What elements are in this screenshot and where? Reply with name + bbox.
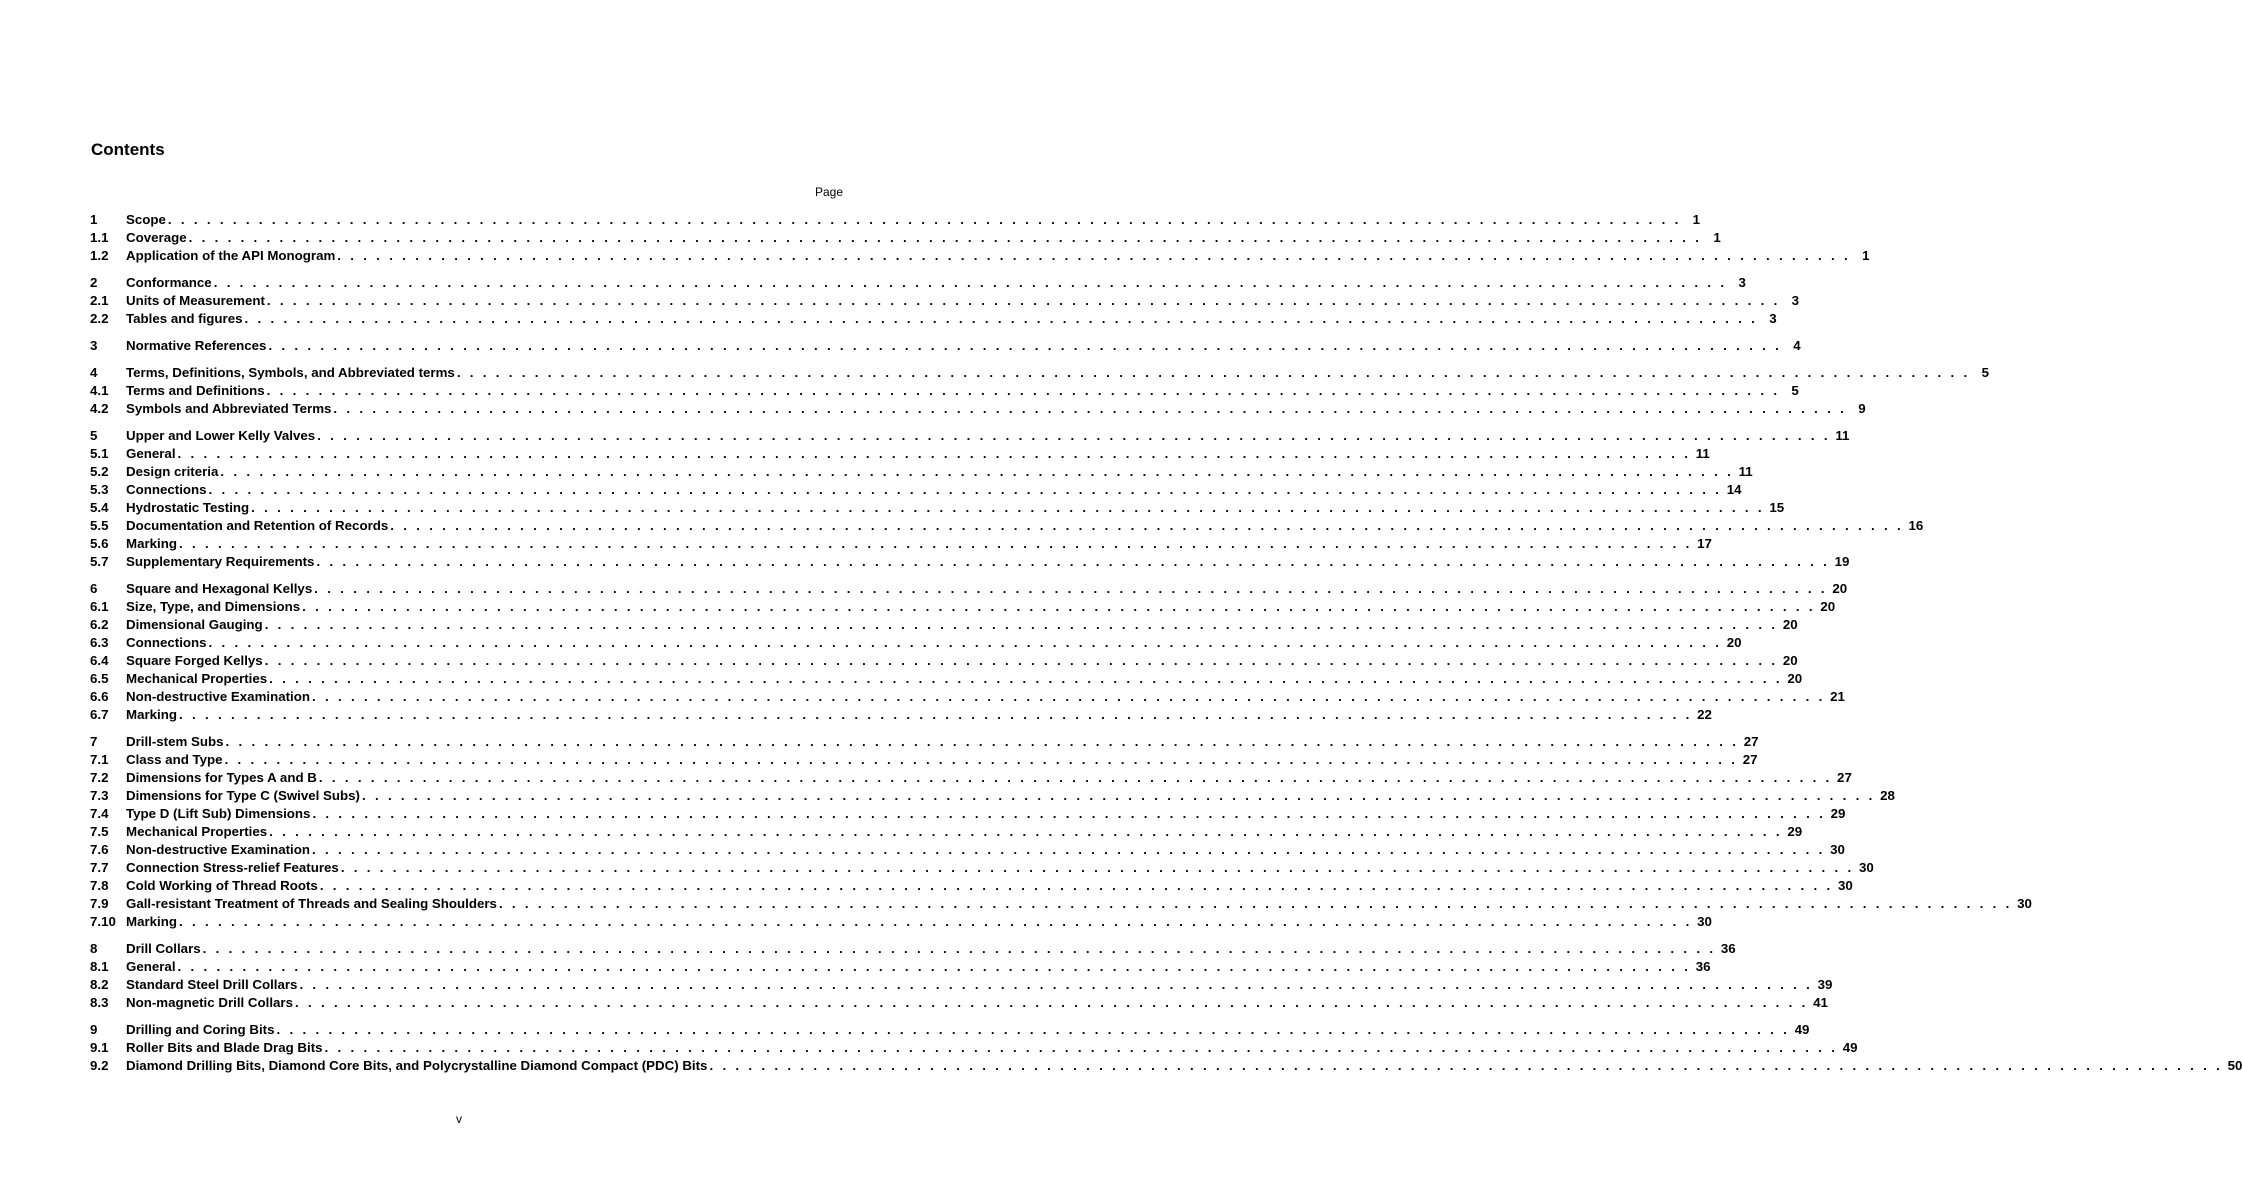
toc-entry-page: 3: [1791, 293, 1800, 308]
toc-entry-page: 1: [1862, 248, 1870, 263]
toc-section-group: [90, 428, 1924, 572]
toc-section-group: [90, 275, 1800, 329]
toc-entry[interactable]: [90, 896, 2032, 914]
toc-entry[interactable]: [90, 914, 1712, 932]
toc-entry-page: 3: [1738, 275, 1746, 290]
toc-leader-dots: . . . . . . . . . . . . . . . . . . . . . . . . . . . . . . . . . . . . . . . . . . . . . . . . . . . . . . . . . . . . . . . . . . . . . . . . . . . . . . . . . . . . . . . . . . . . . . . . . . . . . . . . . . . . . . . . . . . . .: [333, 401, 1847, 416]
toc-entry-title: Mechanical Properties: [126, 671, 268, 686]
toc-entry-number: 2: [90, 275, 98, 290]
toc-entry[interactable]: [90, 599, 1836, 617]
toc-entry[interactable]: [90, 1040, 1858, 1058]
toc-entry-number: 9.1: [90, 1040, 109, 1055]
toc-entry-title: Drill-stem Subs: [126, 734, 224, 749]
toc-entry-title: Class and Type: [126, 752, 223, 767]
toc-entry-number: 9: [90, 1022, 98, 1037]
toc-entry-number: 6.4: [90, 653, 109, 668]
toc-entry[interactable]: [90, 383, 1799, 401]
toc-entry-title: Drill Collars: [126, 941, 201, 956]
toc-leader-dots: . . . . . . . . . . . . . . . . . . . . . . . . . . . . . . . . . . . . . . . . . . . . . . . . . . . . . . . . . . . . . . . . . . . . . . . . . . . . . . . . . . . . . . . . . . . . . . . . . . . . . . . . . . . . . . . . . . . . .: [709, 1058, 2223, 1073]
toc-entry-page: 39: [1817, 977, 1833, 992]
toc-leader-dots: . . . . . . . . . . . . . . . . . . . . . . . . . . . . . . . . . . . . . . . . . . . . . . . . . . . . . . . . . . . . . . . . . . . . . . . . . . . . . . . . . . . . . . . . . . . . . . . . . . . . . . . . . . . . . . . . . . . . .: [314, 581, 1828, 596]
toc-entry-page: 19: [1834, 554, 1850, 569]
toc-entry-title: Scope: [126, 212, 166, 227]
toc-entry-page: 29: [1787, 824, 1803, 839]
toc-entry-page: 49: [1794, 1022, 1810, 1037]
toc-leader-dots: . . . . . . . . . . . . . . . . . . . . . . . . . . . . . . . . . . . . . . . . . . . . . . . . . . . . . . . . . . . . . . . . . . . . . . . . . . . . . . . . . . . . . . . . . . . . . . . . . . . . . . . . . . . . . . . . . . . . .: [361, 788, 1876, 803]
toc-entry-title: Documentation and Retention of Records: [126, 518, 389, 533]
toc-entry-title: Dimensional Gauging: [126, 617, 263, 632]
toc-entry-number: 5.3: [90, 482, 109, 497]
toc-leader-dots: . . . . . . . . . . . . . . . . . . . . . . . . . . . . . . . . . . . . . . . . . . . . . . . . . . . . . . . . . . . . . . . . . . . . . . . . . . . . . . . . . . . . . . . . . . . . . . . . . . . . . . . . . . . . . . . . . . . . .: [299, 977, 1813, 992]
toc-entry-number: 7.9: [90, 896, 109, 911]
toc-leader-dots: . . . . . . . . . . . . . . . . . . . . . . . . . . . . . . . . . . . . . . . . . . . . . . . . . . . . . . . . . . . . . . . . . . . . . . . . . . . . . . . . . . . . . . . . . . . . . . . . . . . . . . . . . . . . . . . . . . . . .: [319, 878, 1833, 893]
toc-leader-dots: . . . . . . . . . . . . . . . . . . . . . . . . . . . . . . . . . . . . . . . . . . . . . . . . . . . . . . . . . . . . . . . . . . . . . . . . . . . . . . . . . . . . . . . . . . . . . . . . . . . . . . . . . . . . . . . . . . . . .: [337, 248, 1851, 263]
toc-entry[interactable]: [90, 482, 1742, 500]
toc-leader-dots: . . . . . . . . . . . . . . . . . . . . . . . . . . . . . . . . . . . . . . . . . . . . . . . . . . . . . . . . . . . . . . . . . . . . . . . . . . . . . . . . . . . . . . . . . . . . . . . . . . . . . . . . . . . . . . . . . . . . .: [498, 896, 2013, 911]
toc-leader-dots: . . . . . . . . . . . . . . . . . . . . . . . . . . . . . . . . . . . . . . . . . . . . . . . . . . . . . . . . . . . . . . . . . . . . . . . . . . . . . . . . . . . . . . . . . . . . . . . . . . . . . . . . . . . . . . . . . . . . .: [317, 428, 1831, 443]
toc-leader-dots: . . . . . . . . . . . . . . . . . . . . . . . . . . . . . . . . . . . . . . . . . . . . . . . . . . . . . . . . . . . . . . . . . . . . . . . . . . . . . . . . . . . . . . . . . . . . . . . . . . . . . . . . . . . . . . . . . . . . .: [167, 212, 1682, 227]
page-column-label: Page: [814, 185, 843, 199]
toc-entry-page: 16: [1908, 518, 1924, 533]
toc-entry-title: Square Forged Kellys: [126, 653, 263, 668]
toc-entry-number: 6.5: [90, 671, 109, 686]
toc-leader-dots: . . . . . . . . . . . . . . . . . . . . . . . . . . . . . . . . . . . . . . . . . . . . . . . . . . . . . . . . . . . . . . . . . . . . . . . . . . . . . . . . . . . . . . . . . . . . . . . . . . . . . . . . . . . . . . . . . . . . .: [264, 653, 1778, 668]
toc-entry-number: 6.6: [90, 689, 109, 704]
toc-entry[interactable]: [90, 635, 1742, 653]
toc-entry-title: Dimensions for Types A and B: [126, 770, 317, 785]
toc-entry-number: 5.2: [90, 464, 109, 479]
toc-entry-page: 1: [1713, 230, 1721, 245]
toc-entry-page: 30: [1837, 878, 1853, 893]
toc-entry-title: Non-destructive Examination: [126, 689, 310, 704]
toc-entry-number: 2.1: [90, 293, 109, 308]
toc-leader-dots: . . . . . . . . . . . . . . . . . . . . . . . . . . . . . . . . . . . . . . . . . . . . . . . . . . . . . . . . . . . . . . . . . . . . . . . . . . . . . . . . . . . . . . . . . . . . . . . . . . . . . . . . . . . . . . . . . . . . .: [318, 770, 1833, 785]
toc-leader-dots: . . . . . . . . . . . . . . . . . . . . . . . . . . . . . . . . . . . . . . . . . . . . . . . . . . . . . . . . . . . . . . . . . . . . . . . . . . . . . . . . . . . . . . . . . . . . . . . . . . . . . . . . . . . . . . . . . . . . .: [324, 1040, 1838, 1055]
toc-entry[interactable]: [90, 689, 1845, 707]
toc-entry[interactable]: [90, 500, 1785, 518]
toc-entry[interactable]: [90, 338, 1801, 356]
toc-leader-dots: . . . . . . . . . . . . . . . . . . . . . . . . . . . . . . . . . . . . . . . . . . . . . . . . . . . . . . . . . . . . . . . . . . . . . . . . . . . . . . . . . . . . . . . . . . . . . . . . . . . . . . . . . . . . . . . . . . . . .: [456, 365, 1970, 380]
toc-entry[interactable]: [90, 806, 1846, 824]
toc-entry-page: 36: [1720, 941, 1736, 956]
toc-entry[interactable]: [90, 212, 1701, 230]
toc-entry-title: Connections: [126, 482, 207, 497]
toc-entry[interactable]: [90, 275, 1746, 293]
toc-entry-number: 1.2: [90, 248, 109, 263]
toc-leader-dots: . . . . . . . . . . . . . . . . . . . . . . . . . . . . . . . . . . . . . . . . . . . . . . . . . . . . . . . . . . . . . . . . . . . . . . . . . . . . . . . . . . . . . . . . . . . . . . . . . . . . . . . . . . . . . . . . . . . . .: [178, 914, 1693, 929]
toc-entry-title: Coverage: [126, 230, 187, 245]
toc-entry-page: 30: [1830, 842, 1845, 857]
toc-entry-page: 5: [1791, 383, 1799, 398]
toc-entry[interactable]: [90, 788, 1895, 806]
toc-section-group: [90, 941, 1833, 1013]
toc-entry-page: 30: [1858, 860, 1874, 875]
toc-entry-page: 30: [2017, 896, 2032, 911]
toc-leader-dots: . . . . . . . . . . . . . . . . . . . . . . . . . . . . . . . . . . . . . . . . . . . . . . . . . . . . . . . . . . . . . . . . . . . . . . . . . . . . . . . . . . . . . . . . . . . . . . . . . . . . . . . . . . . . . . . . . . . . .: [177, 446, 1691, 461]
toc-entry-page: 3: [1769, 311, 1777, 326]
toc-entry-number: 8: [90, 941, 98, 956]
toc-leader-dots: . . . . . . . . . . . . . . . . . . . . . . . . . . . . . . . . . . . . . . . . . . . . . . . . . . . . . . . . . . . . . . . . . . . . . . . . . . . . . . . . . . . . . . . . . . . . . . . . . . . . . . . . . . . . . . . . . . . . .: [294, 995, 1809, 1010]
toc-entry[interactable]: [90, 878, 1853, 896]
toc-leader-dots: . . . . . . . . . . . . . . . . . . . . . . . . . . . . . . . . . . . . . . . . . . . . . . . . . . . . . . . . . . . . . . . . . . . . . . . . . . . . . . . . . . . . . . . . . . . . . . . . . . . . . . . . . . . . . . . . . . . . .: [213, 275, 1727, 290]
toc-leader-dots: . . . . . . . . . . . . . . . . . . . . . . . . . . . . . . . . . . . . . . . . . . . . . . . . . . . . . . . . . . . . . . . . . . . . . . . . . . . . . . . . . . . . . . . . . . . . . . . . . . . . . . . . . . . . . . . . . . . . .: [302, 599, 1816, 614]
toc-leader-dots: . . . . . . . . . . . . . . . . . . . . . . . . . . . . . . . . . . . . . . . . . . . . . . . . . . . . . . . . . . . . . . . . . . . . . . . . . . . . . . . . . . . . . . . . . . . . . . . . . . . . . . . . . . . . . . . . . . . . .: [269, 671, 1783, 686]
toc-entry-page: 50: [2227, 1058, 2242, 1073]
toc-leader-dots: . . . . . . . . . . . . . . . . . . . . . . . . . . . . . . . . . . . . . . . . . . . . . . . . . . . . . . . . . . . . . . . . . . . . . . . . . . . . . . . . . . . . . . . . . . . . . . . . . . . . . . . . . . . . . . . . . . . . .: [266, 383, 1780, 398]
toc-entry[interactable]: [90, 446, 1710, 464]
toc-entry-title: Standard Steel Drill Collars: [126, 977, 298, 992]
toc-entry-title: Hydrostatic Testing: [126, 500, 250, 515]
toc-entry-page: 30: [1697, 914, 1712, 929]
toc-entry[interactable]: [90, 671, 1803, 689]
toc-entry[interactable]: [90, 734, 1759, 752]
toc-entry-title: Marking: [126, 707, 177, 722]
toc-entry-title: Type D (Lift Sub) Dimensions: [126, 806, 311, 821]
toc-section-group: [90, 734, 2032, 932]
toc-entry-number: 6: [90, 581, 98, 596]
toc-leader-dots: . . . . . . . . . . . . . . . . . . . . . . . . . . . . . . . . . . . . . . . . . . . . . . . . . . . . . . . . . . . . . . . . . . . . . . . . . . . . . . . . . . . . . . . . . . . . . . . . . . . . . . . . . . . . . . . . . . . . .: [269, 824, 1783, 839]
toc-entry-page: 36: [1695, 959, 1711, 974]
toc-entry-number: 2.2: [90, 311, 109, 326]
toc-entry-number: 7.8: [90, 878, 109, 893]
toc-entry[interactable]: [90, 581, 1848, 599]
toc-entry-page: 14: [1726, 482, 1742, 497]
toc-entry-title: Supplementary Requirements: [126, 554, 315, 569]
page-title: Contents: [91, 140, 165, 159]
toc-leader-dots: . . . . . . . . . . . . . . . . . . . . . . . . . . . . . . . . . . . . . . . . . . . . . . . . . . . . . . . . . . . . . . . . . . . . . . . . . . . . . . . . . . . . . . . . . . . . . . . . . . . . . . . . . . . . . . . . . . . . .: [202, 941, 1716, 956]
toc-entry[interactable]: [90, 941, 1736, 959]
toc-entry-number: 5.1: [90, 446, 109, 461]
toc-entry[interactable]: [90, 401, 1866, 419]
toc-entry-number: 5.5: [90, 518, 109, 533]
toc-entry-page: 27: [1837, 770, 1852, 785]
toc-entry-page: 20: [1787, 671, 1803, 686]
toc-entry-title: Marking: [126, 914, 177, 929]
toc-entry-number: 4.2: [90, 401, 109, 416]
toc-entry-number: 9.2: [90, 1058, 109, 1073]
toc-leader-dots: . . . . . . . . . . . . . . . . . . . . . . . . . . . . . . . . . . . . . . . . . . . . . . . . . . . . . . . . . . . . . . . . . . . . . . . . . . . . . . . . . . . . . . . . . . . . . . . . . . . . . . . . . . . . . . . . . . . . .: [208, 635, 1722, 650]
toc-entry-page: 9: [1858, 401, 1866, 416]
toc-entry-title: Drilling and Coring Bits: [126, 1022, 275, 1037]
toc-leader-dots: . . . . . . . . . . . . . . . . . . . . . . . . . . . . . . . . . . . . . . . . . . . . . . . . . . . . . . . . . . . . . . . . . . . . . . . . . . . . . . . . . . . . . . . . . . . . . . . . . . . . . . . . . . . . . . . . . . . . .: [311, 842, 1826, 857]
toc-entry-number: 7.10: [90, 914, 116, 929]
toc-entry-page: 28: [1880, 788, 1895, 803]
toc-entry-number: 4: [90, 365, 98, 380]
toc-leader-dots: . . . . . . . . . . . . . . . . . . . . . . . . . . . . . . . . . . . . . . . . . . . . . . . . . . . . . . . . . . . . . . . . . . . . . . . . . . . . . . . . . . . . . . . . . . . . . . . . . . . . . . . . . . . . . . . . . . . . .: [224, 752, 1738, 767]
toc-entry-number: 5.7: [90, 554, 109, 569]
toc-entry-title: Mechanical Properties: [126, 824, 268, 839]
toc-entry-page: 22: [1697, 707, 1712, 722]
toc-entry-title: Roller Bits and Blade Drag Bits: [126, 1040, 323, 1055]
toc-leader-dots: . . . . . . . . . . . . . . . . . . . . . . . . . . . . . . . . . . . . . . . . . . . . . . . . . . . . . . . . . . . . . . . . . . . . . . . . . . . . . . . . . . . . . . . . . . . . . . . . . . . . . . . . . . . . . . . . . . . . .: [188, 230, 1702, 245]
toc-entry-page: 11: [1835, 428, 1850, 443]
toc-leader-dots: . . . . . . . . . . . . . . . . . . . . . . . . . . . . . . . . . . . . . . . . . . . . . . . . . . . . . . . . . . . . . . . . . . . . . . . . . . . . . . . . . . . . . . . . . . . . . . . . . . . . . . . . . . . . . . . . . . . . .: [225, 734, 1739, 749]
toc-entry-page: 20: [1782, 653, 1798, 668]
toc-leader-dots: . . . . . . . . . . . . . . . . . . . . . . . . . . . . . . . . . . . . . . . . . . . . . . . . . . . . . . . . . . . . . . . . . . . . . . . . . . . . . . . . . . . . . . . . . . . . . . . . . . . . . . . . . . . . . . . . . . . . .: [251, 500, 1765, 515]
toc-entry[interactable]: [90, 617, 1798, 635]
toc-entry[interactable]: [90, 1022, 1810, 1040]
toc-section-group: [90, 338, 1801, 356]
toc-leader-dots: . . . . . . . . . . . . . . . . . . . . . . . . . . . . . . . . . . . . . . . . . . . . . . . . . . . . . . . . . . . . . . . . . . . . . . . . . . . . . . . . . . . . . . . . . . . . . . . . . . . . . . . . . . . . . . . . . . . . .: [268, 338, 1782, 353]
toc-entry-number: 7.7: [90, 860, 109, 875]
toc-entry-title: General: [126, 446, 176, 461]
toc-entry-title: Terms and Definitions: [126, 383, 265, 398]
toc-entry[interactable]: [90, 518, 1924, 536]
footer-page-number: v: [456, 1112, 462, 1126]
toc-entry-number: 5: [90, 428, 98, 443]
toc-entry-title: Upper and Lower Kelly Valves: [126, 428, 316, 443]
toc-entry-number: 5.4: [90, 500, 109, 515]
toc-entry-number: 5.6: [90, 536, 109, 551]
toc-entry[interactable]: [90, 311, 1777, 329]
toc-leader-dots: . . . . . . . . . . . . . . . . . . . . . . . . . . . . . . . . . . . . . . . . . . . . . . . . . . . . . . . . . . . . . . . . . . . . . . . . . . . . . . . . . . . . . . . . . . . . . . . . . . . . . . . . . . . . . . . . . . . . .: [177, 959, 1691, 974]
toc-entry[interactable]: [90, 536, 1712, 554]
toc-entry-number: 6.3: [90, 635, 109, 650]
toc-section-group: [90, 365, 1989, 419]
toc-leader-dots: . . . . . . . . . . . . . . . . . . . . . . . . . . . . . . . . . . . . . . . . . . . . . . . . . . . . . . . . . . . . . . . . . . . . . . . . . . . . . . . . . . . . . . . . . . . . . . . . . . . . . . . . . . . . . . . . . . . . .: [266, 293, 1781, 308]
toc-entry[interactable]: [90, 428, 1850, 446]
toc-entry-page: 11: [1695, 446, 1710, 461]
toc-entry-title: Square and Hexagonal Kellys: [126, 581, 313, 596]
toc-leader-dots: . . . . . . . . . . . . . . . . . . . . . . . . . . . . . . . . . . . . . . . . . . . . . . . . . . . . . . . . . . . . . . . . . . . . . . . . . . . . . . . . . . . . . . . . . . . . . . . . . . . . . . . . . . . . . . . . . . . . .: [316, 554, 1830, 569]
toc-entry[interactable]: [90, 464, 1753, 482]
toc-entry-title: Diamond Drilling Bits, Diamond Core Bits, and Polycrystalline Diamond Compact (PDC) Bits: [126, 1058, 708, 1073]
toc-entry[interactable]: [90, 860, 1874, 878]
toc-entry-page: 15: [1769, 500, 1785, 515]
toc-entry[interactable]: [90, 293, 1800, 311]
toc-entry[interactable]: [90, 977, 1833, 995]
toc-entry-number: 6.1: [90, 599, 109, 614]
toc-entry-title: Terms, Definitions, Symbols, and Abbreviated terms: [126, 365, 455, 380]
toc-entry-page: 29: [1830, 806, 1846, 821]
toc-entry[interactable]: [90, 1058, 2242, 1076]
toc-entry-title: Size, Type, and Dimensions: [126, 599, 301, 614]
toc-entry-page: 41: [1813, 995, 1828, 1010]
toc-leader-dots: . . . . . . . . . . . . . . . . . . . . . . . . . . . . . . . . . . . . . . . . . . . . . . . . . . . . . . . . . . . . . . . . . . . . . . . . . . . . . . . . . . . . . . . . . . . . . . . . . . . . . . . . . . . . . . . . . . . . .: [276, 1022, 1790, 1037]
toc-entry-page: 11: [1738, 464, 1753, 479]
toc-entry-number: 7.5: [90, 824, 109, 839]
toc-section-group: [90, 581, 1848, 725]
toc-leader-dots: . . . . . . . . . . . . . . . . . . . . . . . . . . . . . . . . . . . . . . . . . . . . . . . . . . . . . . . . . . . . . . . . . . . . . . . . . . . . . . . . . . . . . . . . . . . . . . . . . . . . . . . . . . . . . . . . . . . . .: [340, 860, 1854, 875]
toc-entry-title: Units of Measurement: [126, 293, 265, 308]
toc-entry-title: Connection Stress-relief Features: [126, 860, 339, 875]
toc-entry-title: Symbols and Abbreviated Terms: [126, 401, 332, 416]
toc-leader-dots: . . . . . . . . . . . . . . . . . . . . . . . . . . . . . . . . . . . . . . . . . . . . . . . . . . . . . . . . . . . . . . . . . . . . . . . . . . . . . . . . . . . . . . . . . . . . . . . . . . . . . . . . . . . . . . . . . . . . .: [390, 518, 1904, 533]
toc-leader-dots: . . . . . . . . . . . . . . . . . . . . . . . . . . . . . . . . . . . . . . . . . . . . . . . . . . . . . . . . . . . . . . . . . . . . . . . . . . . . . . . . . . . . . . . . . . . . . . . . . . . . . . . . . . . . . . . . . . . . .: [178, 536, 1693, 551]
toc-leader-dots: . . . . . . . . . . . . . . . . . . . . . . . . . . . . . . . . . . . . . . . . . . . . . . . . . . . . . . . . . . . . . . . . . . . . . . . . . . . . . . . . . . . . . . . . . . . . . . . . . . . . . . . . . . . . . . . . . . . . .: [264, 617, 1778, 632]
toc-entry-page: 49: [1842, 1040, 1858, 1055]
toc-entry-page: 5: [1981, 365, 1989, 380]
toc-leader-dots: . . . . . . . . . . . . . . . . . . . . . . . . . . . . . . . . . . . . . . . . . . . . . . . . . . . . . . . . . . . . . . . . . . . . . . . . . . . . . . . . . . . . . . . . . . . . . . . . . . . . . . . . . . . . . . . . . . . . .: [244, 311, 1758, 326]
toc-entry-number: 8.2: [90, 977, 109, 992]
toc-entry[interactable]: [90, 653, 1798, 671]
toc-leader-dots: . . . . . . . . . . . . . . . . . . . . . . . . . . . . . . . . . . . . . . . . . . . . . . . . . . . . . . . . . . . . . . . . . . . . . . . . . . . . . . . . . . . . . . . . . . . . . . . . . . . . . . . . . . . . . . . . . . . . .: [312, 806, 1826, 821]
toc-entry-page: 27: [1743, 734, 1759, 749]
toc-entry-page: 20: [1832, 581, 1848, 596]
toc-entry-title: Non-magnetic Drill Collars: [126, 995, 293, 1010]
toc-entry[interactable]: [90, 995, 1828, 1013]
toc-leader-dots: . . . . . . . . . . . . . . . . . . . . . . . . . . . . . . . . . . . . . . . . . . . . . . . . . . . . . . . . . . . . . . . . . . . . . . . . . . . . . . . . . . . . . . . . . . . . . . . . . . . . . . . . . . . . . . . . . . . . .: [178, 707, 1693, 722]
toc-entry-number: 7.2: [90, 770, 109, 785]
toc-entry-number: 1: [90, 212, 98, 227]
toc-entry[interactable]: [90, 248, 1870, 266]
toc-entry-title: Conformance: [126, 275, 212, 290]
toc-entry-page: 20: [1726, 635, 1742, 650]
toc-section-group: [90, 1022, 2242, 1076]
toc-leader-dots: . . . . . . . . . . . . . . . . . . . . . . . . . . . . . . . . . . . . . . . . . . . . . . . . . . . . . . . . . . . . . . . . . . . . . . . . . . . . . . . . . . . . . . . . . . . . . . . . . . . . . . . . . . . . . . . . . . . . .: [311, 689, 1826, 704]
toc-entry-number: 7.6: [90, 842, 109, 857]
toc-entry-page: 27: [1742, 752, 1758, 767]
toc-entry[interactable]: [90, 842, 1845, 860]
toc-entry-title: Normative References: [126, 338, 267, 353]
toc-entry-number: 7.1: [90, 752, 109, 767]
toc-entry-number: 6.2: [90, 617, 109, 632]
toc-entry-number: 4.1: [90, 383, 109, 398]
toc-entry[interactable]: [90, 959, 1711, 977]
toc-entry-title: General: [126, 959, 176, 974]
toc-entry-title: Dimensions for Type C (Swivel Subs): [126, 788, 360, 803]
toc-entry[interactable]: [90, 752, 1758, 770]
toc-entry-number: 3: [90, 338, 98, 353]
toc-entry-number: 7.3: [90, 788, 109, 803]
toc-entry-number: 7: [90, 734, 98, 749]
toc-entry-title: Cold Working of Thread Roots: [126, 878, 318, 893]
toc-entry[interactable]: [90, 554, 1850, 572]
toc-entry-page: 20: [1820, 599, 1836, 614]
toc-entry[interactable]: [90, 707, 1712, 725]
toc-entry[interactable]: [90, 365, 1989, 383]
toc-entry[interactable]: [90, 770, 1852, 788]
toc-entry-number: 1.1: [90, 230, 109, 245]
toc-entry[interactable]: [90, 230, 1721, 248]
toc-entry-title: Tables and figures: [126, 311, 243, 326]
toc-section-group: [90, 212, 1870, 266]
toc-entry-page: 17: [1697, 536, 1712, 551]
toc-entry-number: 7.4: [90, 806, 109, 821]
toc-entry-number: 8.3: [90, 995, 109, 1010]
toc-leader-dots: . . . . . . . . . . . . . . . . . . . . . . . . . . . . . . . . . . . . . . . . . . . . . . . . . . . . . . . . . . . . . . . . . . . . . . . . . . . . . . . . . . . . . . . . . . . . . . . . . . . . . . . . . . . . . . . . . . . . .: [208, 482, 1722, 497]
toc-entry-title: Application of the API Monogram: [126, 248, 336, 263]
toc-entry-page: 4: [1793, 338, 1801, 353]
toc-entry-number: 6.7: [90, 707, 109, 722]
toc-entry-number: 8.1: [90, 959, 109, 974]
toc-entry-page: 20: [1782, 617, 1798, 632]
toc-entry-title: Gall-resistant Treatment of Threads and Sealing Shoulders: [126, 896, 497, 911]
toc-entry-title: Non-destructive Examination: [126, 842, 310, 857]
table-of-contents: [90, 212, 2242, 1085]
toc-entry-page: 1: [1692, 212, 1701, 227]
toc-entry-page: 21: [1830, 689, 1845, 704]
toc-entry-title: Connections: [126, 635, 207, 650]
toc-leader-dots: . . . . . . . . . . . . . . . . . . . . . . . . . . . . . . . . . . . . . . . . . . . . . . . . . . . . . . . . . . . . . . . . . . . . . . . . . . . . . . . . . . . . . . . . . . . . . . . . . . . . . . . . . . . . . . . . . . . . .: [220, 464, 1734, 479]
toc-entry[interactable]: [90, 824, 1803, 842]
toc-entry-title: Design criteria: [126, 464, 219, 479]
toc-entry-title: Marking: [126, 536, 177, 551]
